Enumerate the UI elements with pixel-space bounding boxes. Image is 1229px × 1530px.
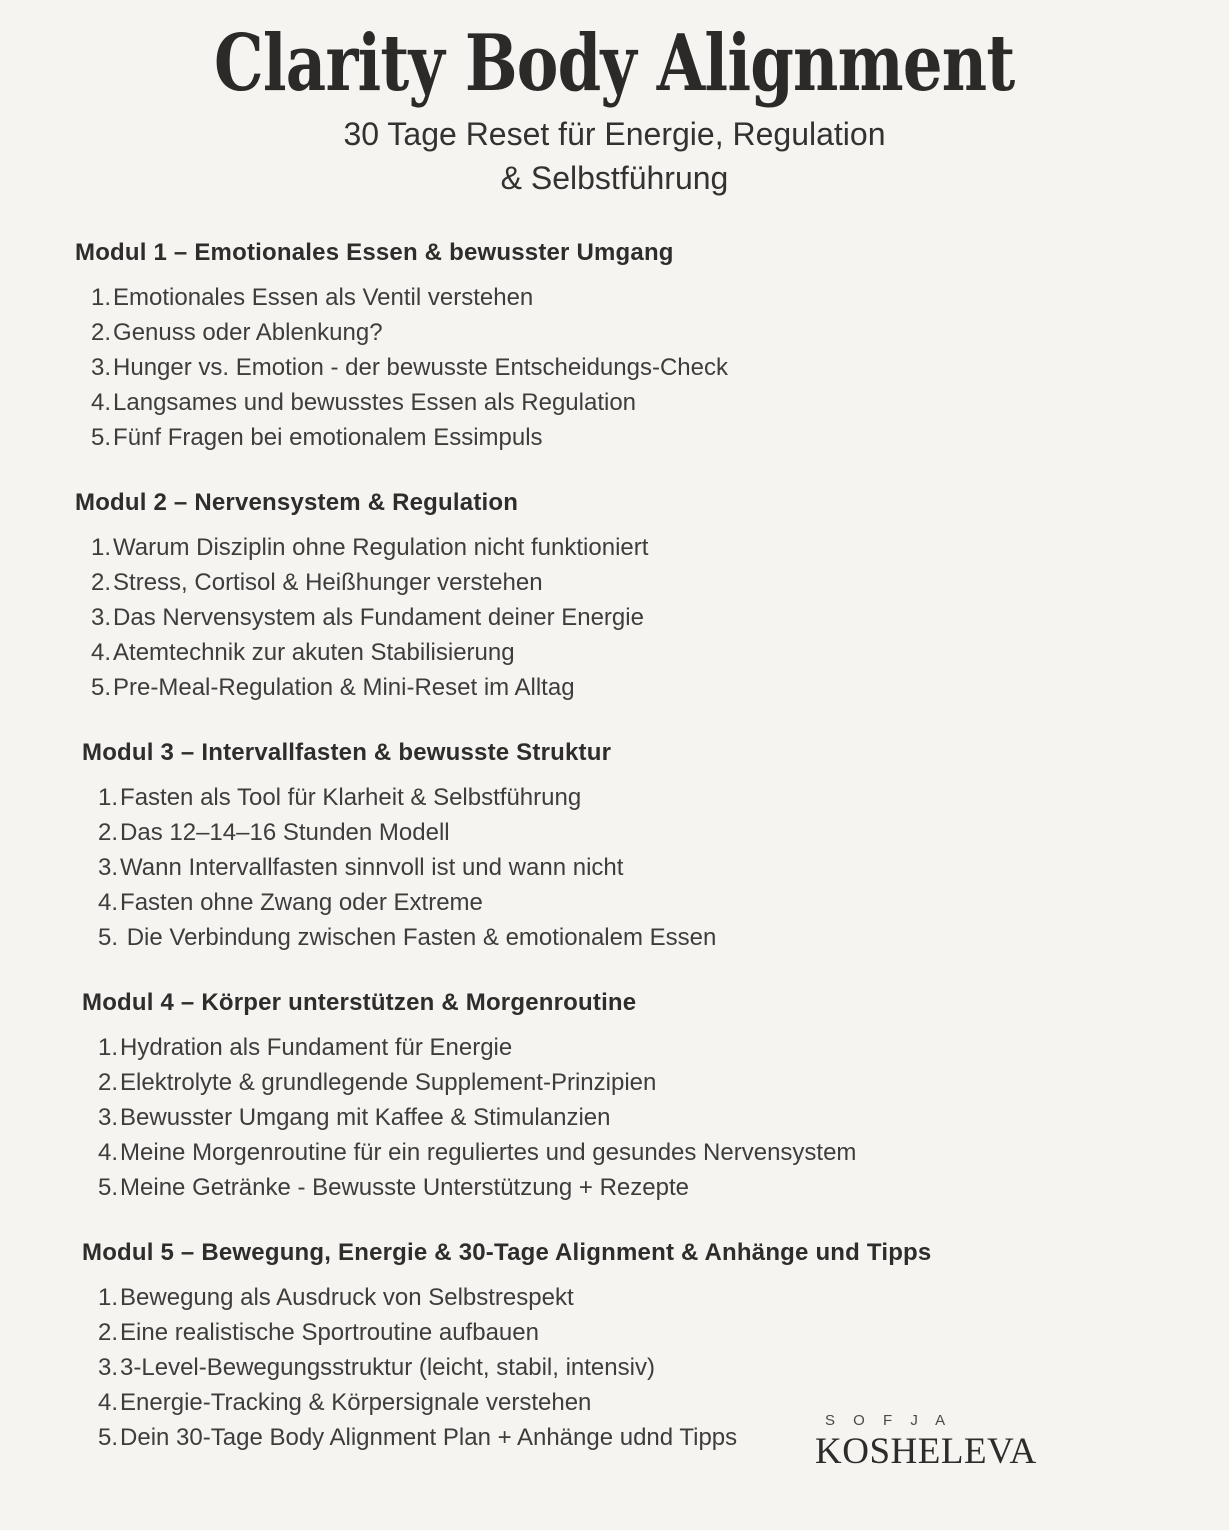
module-item [91,565,1169,600]
module-item-text: Wann Intervallfasten sinnvoll ist und wann nicht [120,854,624,882]
module-item-text: Fünf Fragen bei emotionalem Essimpuls [113,424,543,452]
module-item-text: Stress, Cortisol & Heißhunger verstehen [113,569,543,597]
module-item [98,1065,1169,1100]
module-item [98,780,1169,815]
module-item-text: Atemtechnik zur akuten Stabilisierung [113,639,515,667]
module-item [98,850,1169,885]
module-item-text: Pre-Meal-Regulation & Mini-Reset im Alltag [113,674,575,702]
module-title: Modul 5 – Bewegung, Energie & 30-Tage Alignment & Anhänge und Tipps [82,1239,932,1267]
module-item-text: Eine realistische Sportroutine aufbauen [120,1319,539,1347]
module-item-text: Hydration als Fundament für Energie [120,1034,513,1062]
module-item [98,1030,1169,1065]
module-title: Modul 2 – Nervensystem & Regulation [75,489,519,517]
module-title: Modul 4 – Körper unterstützen & Morgenroutine [82,989,637,1017]
module-item [98,885,1169,920]
module-item [91,670,1169,705]
logo-last-name: KOSHELEVA [815,1431,1037,1472]
page-title [0,20,1229,107]
module-item-text: Hunger vs. Emotion - der bewusste Entscheidungs-Check [113,354,728,382]
module-item [98,1280,1169,1315]
module-item [98,1135,1169,1170]
module-item-text: Bewusster Umgang mit Kaffee & Stimulanzien [120,1104,611,1132]
module-item [98,815,1169,850]
module-item-text: Energie-Tracking & Körpersignale verstehen [120,1389,592,1417]
module-item-text: Fasten ohne Zwang oder Extreme [120,889,483,917]
module-title: Modul 1 – Emotionales Essen & bewusster Umgang [75,239,674,267]
module-item-text: Meine Getränke - Bewusste Unterstützung + Rezepte [120,1174,689,1202]
module-item-text: Dein 30-Tage Body Alignment Plan + Anhänge udnd Tipps [120,1424,738,1452]
module-item [98,920,1169,955]
module-item [98,1315,1169,1350]
module-item-list [82,1030,1169,1205]
modules [0,200,1229,1455]
subtitle-line-1: 30 Tage Reset für Energie, Regulation [343,116,886,153]
module-item [98,1100,1169,1135]
module-item-text: 3-Level-Bewegungsstruktur (leicht, stabil, intensiv) [120,1354,655,1382]
doc-header [0,0,1229,200]
brand-logo [815,1412,1037,1473]
module-section [75,988,1169,1205]
page-title-text: Clarity Body Alignment [214,18,1015,109]
module-section [75,738,1169,955]
module-item [91,385,1169,420]
module-item-text: Elektrolyte & grundlegende Supplement-Prinzipien [120,1069,657,1097]
subtitle-line-2: & Selbstführung [500,160,729,197]
module-item-text: Fasten als Tool für Klarheit & Selbstführung [120,784,582,812]
module-item-text: Genuss oder Ablenkung? [113,319,383,347]
module-section [75,238,1169,455]
module-item-text: Meine Morgenroutine für ein reguliertes und gesundes Nervensystem [120,1139,857,1167]
module-item-text: Emotionales Essen als Ventil verstehen [113,284,534,312]
module-item-list [75,530,1169,705]
module-item [98,1350,1169,1385]
module-item [91,635,1169,670]
module-item-text: Bewegung als Ausdruck von Selbstrespekt [120,1284,574,1312]
module-item [91,530,1169,565]
module-item [91,350,1169,385]
module-item [91,420,1169,455]
module-item [91,280,1169,315]
module-item-list [75,280,1169,455]
module-item-text: Die Verbindung zwischen Fasten & emotionalem Essen [120,924,717,952]
page-subtitle [0,112,1229,200]
module-item [98,1170,1169,1205]
module-item-text: Langsames und bewusstes Essen als Regulation [113,389,637,417]
module-item [91,315,1169,350]
module-item-text: Das 12–14–16 Stunden Modell [120,819,450,847]
module-item [91,600,1169,635]
module-item-list [82,780,1169,955]
logo-first-name: S O F J A [825,1412,953,1429]
module-title: Modul 3 – Intervallfasten & bewusste Struktur [82,739,612,767]
module-item-text: Das Nervensystem als Fundament deiner Energie [113,604,644,632]
module-section [75,488,1169,705]
module-item-text: Warum Disziplin ohne Regulation nicht funktioniert [113,534,649,562]
